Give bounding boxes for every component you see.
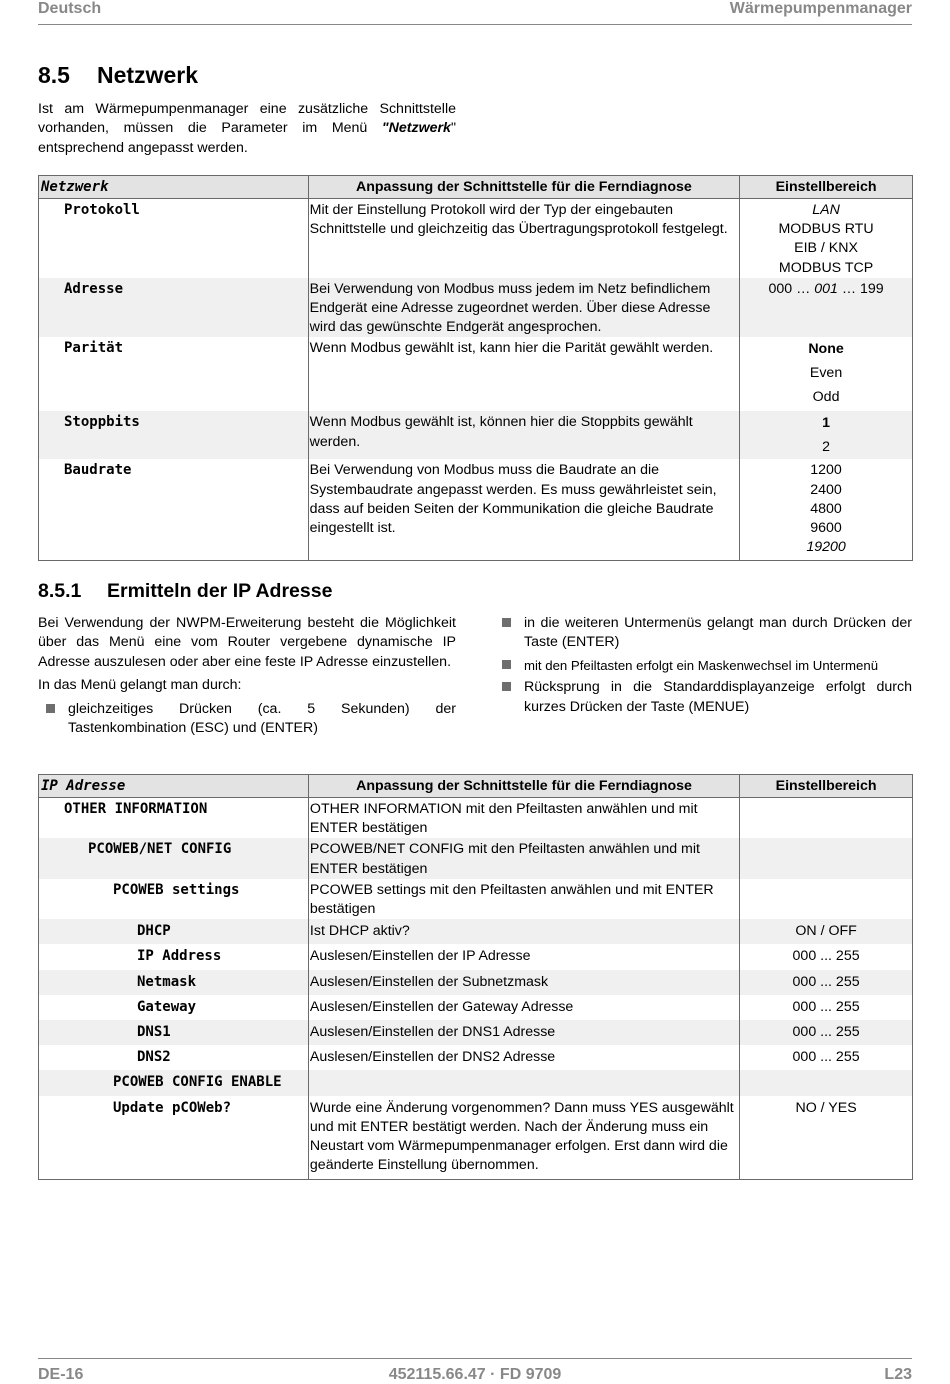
header-language: Deutsch	[38, 0, 102, 17]
range-value: MODBUS RTU	[778, 221, 874, 238]
table-row	[39, 995, 913, 1020]
range-max: … 199	[837, 280, 884, 297]
range-value: MODBUS TCP	[778, 259, 874, 276]
table-header-menu: Netzwerk	[39, 176, 309, 199]
menu-item-name: DHCP	[39, 919, 309, 944]
menu-item-name: IP Address	[39, 944, 309, 969]
subsection-title: Ermitteln der IP Adresse	[107, 580, 333, 602]
section-heading	[38, 62, 198, 89]
table-row-stoppbits	[39, 411, 913, 459]
menu-item-range	[740, 838, 913, 878]
intro-paragraph	[38, 100, 456, 158]
range-default: 001	[814, 280, 838, 297]
menu-item-description: OTHER INFORMATION mit den Pfeiltasten anwählen und mit ENTER bestätigen	[308, 798, 739, 839]
range-value: 1	[822, 415, 830, 432]
table-row-baudrate	[39, 459, 913, 561]
parameter-range	[740, 278, 913, 338]
menu-item-range: 000 ... 255	[740, 970, 913, 995]
menu-item-range: 000 ... 255	[740, 1020, 913, 1045]
ip-right-column	[494, 614, 912, 717]
table-row-protokoll	[39, 199, 913, 278]
table-header-row	[39, 775, 913, 798]
footer-page-number: DE-16	[38, 1366, 84, 1383]
menu-item-name: DNS1	[39, 1020, 309, 1045]
range-value: 1200	[810, 462, 842, 479]
range-value: 2400	[810, 481, 842, 498]
menu-item-name: Gateway	[39, 995, 309, 1020]
ip-adresse-table	[38, 774, 913, 1180]
table-header-description: Anpassung der Schnittstelle für die Ferndiagnose	[308, 176, 739, 199]
menu-item-description: Auslesen/Einstellen der DNS1 Adresse	[308, 1020, 739, 1045]
table-row	[39, 1020, 913, 1045]
parameter-name: Adresse	[39, 278, 309, 338]
range-value: Even	[809, 365, 843, 382]
menu-item-description: Auslesen/Einstellen der Subnetzmask	[308, 970, 739, 995]
header-product: Wärmepumpenmanager	[729, 0, 912, 17]
table-header-range: Einstellbereich	[740, 775, 913, 798]
range-value: 19200	[806, 539, 846, 556]
table-row	[39, 798, 913, 839]
table-row-adresse	[39, 278, 913, 338]
range-value: None	[808, 341, 844, 358]
range-value: EIB / KNX	[794, 240, 858, 257]
menu-item-range: 000 ... 255	[740, 944, 913, 969]
parameter-description: Mit der Einstellung Protokoll wird der Typ der eingebauten Schnittstelle und gleichzeitig das Übertragungsprotokoll festgelegt.	[308, 199, 739, 278]
menu-item-name: PCOWEB/NET CONFIG	[39, 838, 309, 878]
parameter-range	[740, 337, 913, 411]
section-title: Netzwerk	[97, 62, 198, 88]
table-header-menu: IP Adresse	[39, 775, 309, 798]
table-row	[39, 1070, 913, 1095]
page-header	[38, 0, 912, 25]
parameter-description: Bei Verwendung von Modbus muss die Baudrate an die Systembaudrate angepasst werden. Es muss gewährleistet sein, dass auf beiden Seiten der Kommunikation die gleiche Baudrate eingestellt ist.	[308, 459, 739, 561]
subsection-number: 8.5.1	[38, 580, 82, 602]
menu-item-description: Auslesen/Einstellen der DNS2 Adresse	[308, 1045, 739, 1070]
range-value: 9600	[810, 520, 842, 537]
subsection-heading	[38, 580, 332, 603]
table-row	[39, 879, 913, 919]
table-row	[39, 944, 913, 969]
ip-bullet-item: gleichzeitiges Drücken (ca. 5 Sekunden) der Tastenkombination (ESC) und (ENTER)	[38, 700, 456, 739]
intro-text-before: Ist am Wärmepumpenmanager eine zusätzliche Schnittstelle vorhanden, müssen die Parameter im Menü	[38, 101, 456, 137]
menu-item-description: Auslesen/Einstellen der Gateway Adresse	[308, 995, 739, 1020]
ip-left-column	[38, 614, 456, 738]
parameter-name: Stoppbits	[39, 411, 309, 459]
range-value: LAN	[812, 202, 840, 218]
footer-document-id: 452115.66.47 · FD 9709	[388, 1366, 562, 1383]
footer-software-version: L23	[884, 1366, 912, 1383]
intro-menu-name: "Netzwerk	[381, 120, 451, 137]
menu-item-range	[740, 879, 913, 919]
table-row	[39, 970, 913, 995]
menu-item-description: PCOWEB/NET CONFIG mit den Pfeiltasten anwählen und mit ENTER bestätigen	[308, 838, 739, 878]
menu-item-name: DNS2	[39, 1045, 309, 1070]
menu-item-name: PCOWEB CONFIG ENABLE	[39, 1070, 309, 1095]
range-value: 4800	[810, 500, 842, 517]
menu-item-range	[740, 798, 913, 839]
range-value: Odd	[812, 389, 840, 406]
parameter-range	[740, 199, 913, 278]
table-row	[39, 919, 913, 944]
menu-item-range: 000 ... 255	[740, 1045, 913, 1070]
parameter-description: Wenn Modbus gewählt ist, können hier die Stoppbits gewählt werden.	[308, 411, 739, 459]
parameter-range	[740, 459, 913, 561]
menu-item-name: Netmask	[39, 970, 309, 995]
ip-bullet-item: in die weiteren Untermenüs gelangt man durch Drücken der Taste (ENTER)	[494, 614, 912, 653]
table-row	[39, 1096, 913, 1180]
parameter-name: Protokoll	[39, 199, 309, 278]
parameter-name: Baudrate	[39, 459, 309, 561]
ip-intro-paragraph: Bei Verwendung der NWPM-Erweiterung besteht die Möglichkeit über das Menü eine vom Router vergebene dynamische IP Adresse auszulesen oder aber eine feste IP Adresse einzustellen.	[38, 615, 456, 670]
parameter-description: Wenn Modbus gewählt ist, kann hier die Parität gewählt werden.	[308, 337, 739, 411]
ip-bullet-item: Rücksprung in die Standarddisplayanzeige erfolgt durch kurzes Drücken der Taste (MENUE)	[494, 678, 912, 717]
section-number: 8.5	[38, 62, 70, 88]
menu-item-description: Auslesen/Einstellen der IP Adresse	[308, 944, 739, 969]
table-header-range: Einstellbereich	[740, 176, 913, 199]
table-row	[39, 1045, 913, 1070]
parameter-description: Bei Verwendung von Modbus muss jedem im Netz befindlichem Endgerät eine Adresse zugeordnet werden. Über diese Adresse wird das gewünschte Endgerät angesprochen.	[308, 278, 739, 338]
parameter-name: Parität	[39, 337, 309, 411]
ip-bullet-item: mit den Pfeiltasten erfolgt ein Maskenwechsel im Untermenü	[494, 656, 912, 675]
page-footer	[38, 1358, 912, 1383]
table-row	[39, 838, 913, 878]
intro-text-after: " entsprechend angepasst werden.	[38, 120, 456, 156]
ip-menu-intro: In das Menü gelangt man durch:	[38, 677, 242, 694]
menu-item-range: NO / YES	[740, 1096, 913, 1180]
menu-item-name: OTHER INFORMATION	[39, 798, 309, 839]
menu-item-name: PCOWEB settings	[39, 879, 309, 919]
table-header-description: Anpassung der Schnittstelle für die Ferndiagnose	[308, 775, 739, 798]
menu-item-range	[740, 1070, 913, 1095]
range-min: 000 …	[768, 280, 815, 297]
menu-item-range: 000 ... 255	[740, 995, 913, 1020]
table-row-paritaet	[39, 337, 913, 411]
parameter-range	[740, 411, 913, 459]
range-value: 2	[822, 439, 830, 456]
menu-item-description: Wurde eine Änderung vorgenommen? Dann muss YES ausgewählt und mit ENTER bestätigt werden. Nach der Änderung muss ein Neustart vom Wärmepumpenmanager erfolgen. Erst dann wird die geänderte Einstellung übernommen.	[308, 1096, 739, 1180]
menu-item-description: PCOWEB settings mit den Pfeiltasten anwählen und mit ENTER bestätigen	[308, 879, 739, 919]
menu-item-description: Ist DHCP aktiv?	[308, 919, 739, 944]
table-header-row	[39, 176, 913, 199]
menu-item-range: ON / OFF	[740, 919, 913, 944]
menu-item-name: Update pCOWeb?	[39, 1096, 309, 1180]
netzwerk-table	[38, 175, 913, 561]
menu-item-description	[308, 1070, 739, 1095]
